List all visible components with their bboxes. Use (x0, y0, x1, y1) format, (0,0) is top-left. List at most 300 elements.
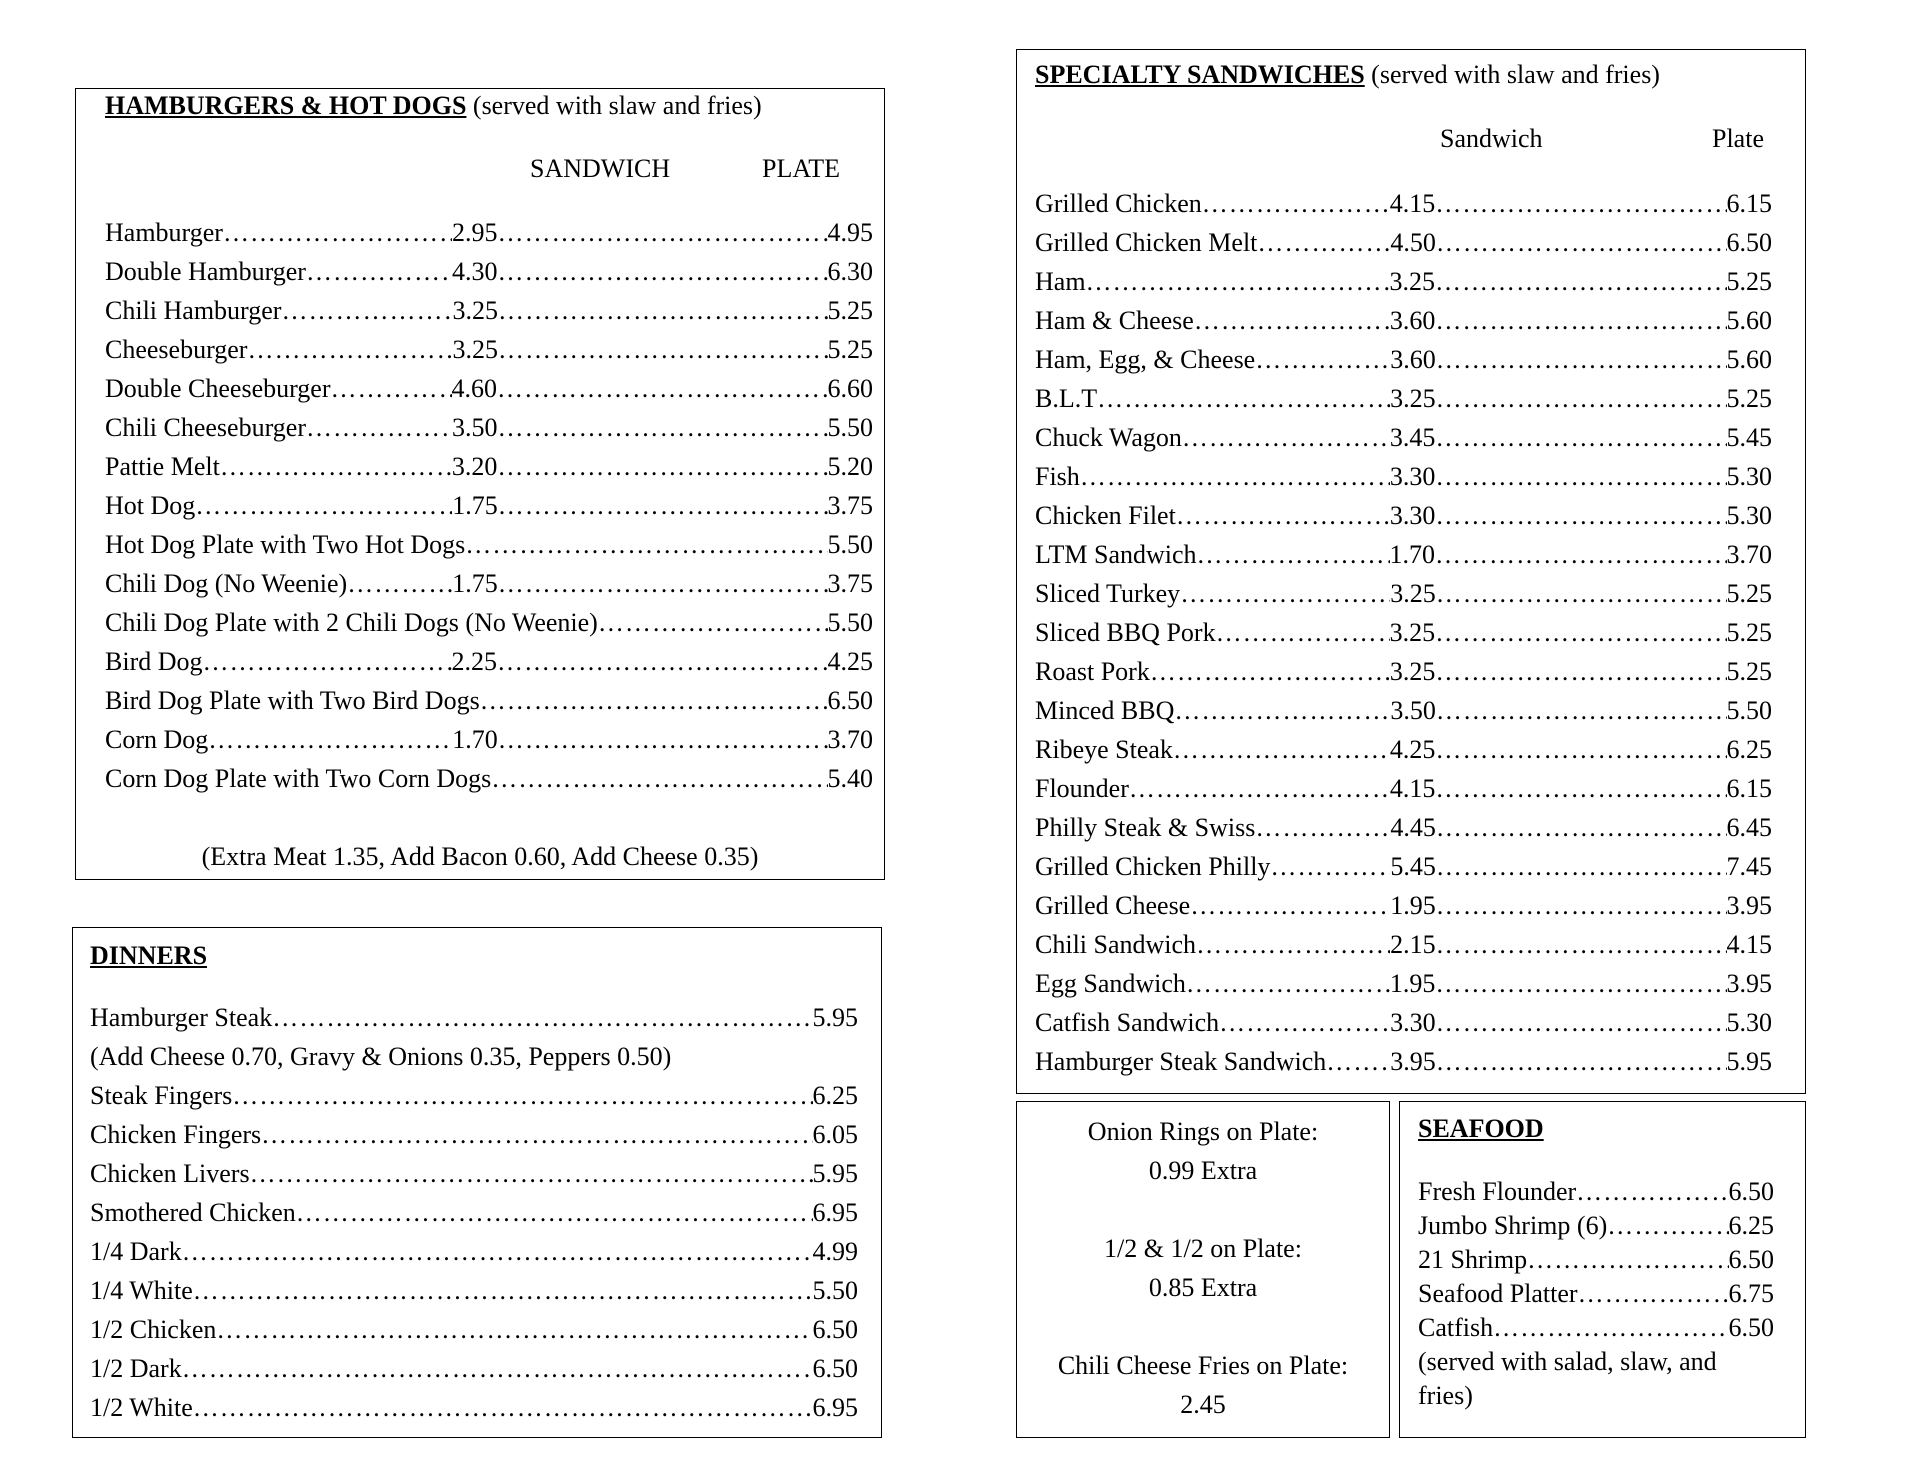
hamburgers-title: HAMBURGERS & HOT DOGS (105, 91, 467, 120)
specialty-item-name: Flounder (1035, 774, 1129, 803)
specialty-item-plate-price: 3.70 (1726, 540, 1772, 569)
specialty-item-name: Chili Sandwich (1035, 930, 1197, 959)
half-half-price: 0.85 Extra (1148, 1273, 1258, 1302)
dinner-item-name: Chicken Fingers (90, 1120, 262, 1149)
dot-leader (497, 252, 827, 291)
hamburger-item-name: Chili Hamburger (105, 296, 282, 325)
dot-leader (1436, 886, 1727, 925)
dot-leader (1493, 1311, 1728, 1345)
dinner-item-price: 6.50 (812, 1354, 858, 1383)
dot-leader (498, 330, 828, 369)
hamburger-item-name: Corn Dog (105, 725, 209, 754)
hamburger-item-row (105, 603, 873, 642)
specialty-item-name: Sliced BBQ Pork (1035, 618, 1216, 647)
hamburger-item-plate-price: 6.30 (827, 257, 873, 286)
hamburger-item-name: Double Cheeseburger (105, 374, 331, 403)
specialty-item-sandwich-price: 4.50 (1390, 228, 1436, 257)
dot-leader (1086, 262, 1390, 301)
hamburger-item-sandwich-price: 3.20 (451, 452, 498, 481)
hamburger-item-sandwich-price: 1.75 (452, 491, 498, 520)
dinner-item-price: 5.50 (812, 1276, 858, 1305)
specialty-item-row (1035, 964, 1772, 1003)
specialty-item-name: Grilled Cheese (1035, 891, 1191, 920)
dot-leader (1436, 1042, 1727, 1081)
dot-leader (1435, 535, 1726, 574)
hamburger-item-name: Cheeseburger (105, 335, 248, 364)
hamburger-item-plate-price: 3.75 (827, 491, 873, 520)
hamburger-item-plate-price: 3.70 (827, 725, 873, 754)
dinners-title: DINNERS (90, 941, 208, 970)
dot-leader (1219, 1003, 1390, 1042)
dot-leader (1435, 652, 1726, 691)
dot-leader (1194, 301, 1390, 340)
specialty-item-name: Ham, Egg, & Cheese (1035, 345, 1256, 374)
specialty-item-sandwich-price: 3.95 (1390, 1047, 1436, 1076)
specialty-item-row (1035, 925, 1772, 964)
hamburger-item-row (105, 291, 873, 330)
dot-leader (480, 681, 828, 720)
specialty-item-name: Fish (1035, 462, 1080, 491)
dot-leader (216, 1310, 812, 1349)
specialty-item-name: Grilled Chicken Melt (1035, 228, 1258, 257)
dinner-item-price: 5.95 (812, 1003, 858, 1032)
dot-leader (598, 603, 828, 642)
hamburger-item-row (105, 408, 873, 447)
seafood-item-price: 6.25 (1728, 1211, 1774, 1240)
hamburger-item-row (105, 720, 873, 759)
dot-leader (1216, 613, 1390, 652)
specialty-item-plate-price: 5.25 (1726, 657, 1772, 686)
specialty-item-plate-price: 3.95 (1726, 891, 1772, 920)
dot-leader (1436, 808, 1727, 847)
dinner-item-name: 1/2 Chicken (90, 1315, 217, 1344)
dinner-item-price: 4.99 (812, 1237, 858, 1266)
dinner-item-row (90, 1154, 858, 1193)
specialty-item-sandwich-price: 3.25 (1389, 267, 1436, 296)
specialty-item-name: Roast Pork (1035, 657, 1150, 686)
specialty-item-row (1035, 886, 1772, 925)
dot-leader (1326, 1042, 1390, 1081)
chili-fries-price: 2.45 (1180, 1390, 1226, 1419)
specialty-item-sandwich-price: 1.95 (1389, 969, 1436, 998)
sides-content (1016, 1112, 1390, 1424)
specialty-item-plate-price: 6.50 (1726, 228, 1772, 257)
dot-leader (182, 1232, 813, 1271)
dot-leader (296, 1193, 813, 1232)
specialty-item-plate-price: 5.60 (1726, 306, 1772, 335)
dot-leader (1197, 535, 1390, 574)
specialty-item-sandwich-price: 4.15 (1389, 189, 1436, 218)
dinner-item-price: 5.95 (812, 1159, 858, 1188)
specialty-item-sandwich-price: 3.45 (1389, 423, 1436, 452)
hamburgers-subtitle: (served with slaw and fries) (472, 91, 762, 120)
specialty-item-name: Grilled Chicken Philly (1035, 852, 1271, 881)
specialty-item-sandwich-price: 4.45 (1390, 813, 1436, 842)
dinner-item-row (90, 1193, 858, 1232)
dot-leader (281, 291, 452, 330)
hamburger-item-row (105, 642, 873, 681)
dinners-item-list (90, 998, 858, 1427)
dot-leader (497, 447, 827, 486)
seafood-title: SEAFOOD (1418, 1114, 1544, 1143)
dinner-item-price: 6.25 (812, 1081, 858, 1110)
dot-leader (1436, 925, 1727, 964)
dinner-item-name: Chicken Livers (90, 1159, 250, 1188)
dot-leader (1435, 262, 1726, 301)
specialty-item-row (1035, 457, 1772, 496)
specialty-item-row (1035, 262, 1772, 301)
dinner-item-row (90, 1349, 858, 1388)
hamburgers-col-plate: PLATE (762, 154, 840, 183)
dot-leader (1196, 925, 1390, 964)
specialty-item-plate-price: 5.45 (1726, 423, 1772, 452)
dot-leader (1255, 340, 1390, 379)
dot-leader (1435, 418, 1726, 457)
specialty-item-name: LTM Sandwich (1035, 540, 1197, 569)
seafood-item-row (1418, 1311, 1774, 1345)
hamburger-item-name: Bird Dog (105, 647, 203, 676)
dot-leader (250, 1154, 813, 1193)
specialty-item-plate-price: 6.15 (1726, 774, 1772, 803)
dinner-item-name: Hamburger Steak (90, 1003, 273, 1032)
hamburger-item-plate-price: 3.75 (827, 569, 873, 598)
hamburger-item-plate-price: 5.50 (827, 413, 873, 442)
hamburger-item-name: Hamburger (105, 218, 223, 247)
specialty-item-row (1035, 223, 1772, 262)
hamburger-item-plate-price: 6.50 (827, 686, 873, 715)
specialty-item-name: Egg Sandwich (1035, 969, 1186, 998)
seafood-item-list (1418, 1175, 1774, 1413)
dinner-item-row (90, 998, 858, 1037)
dot-leader (1173, 730, 1390, 769)
hamburger-item-row (105, 486, 873, 525)
dot-leader (1435, 496, 1726, 535)
seafood-item-price: 6.50 (1728, 1245, 1774, 1274)
hamburger-item-row (105, 213, 873, 252)
specialty-item-row (1035, 808, 1772, 847)
specialty-col-plate: Plate (1712, 124, 1764, 153)
specialty-item-sandwich-price: 3.30 (1389, 501, 1436, 530)
specialty-item-plate-price: 7.45 (1726, 852, 1772, 881)
dinner-item-row (90, 1115, 858, 1154)
dot-leader (497, 369, 827, 408)
specialty-title: SPECIALTY SANDWICHES (1035, 60, 1365, 89)
hamburger-item-name: Pattie Melt (105, 452, 220, 481)
specialty-item-row (1035, 379, 1772, 418)
dot-leader (1097, 379, 1390, 418)
specialty-item-row (1035, 496, 1772, 535)
specialty-item-sandwich-price: 4.25 (1389, 735, 1436, 764)
dot-leader (220, 447, 452, 486)
dot-leader (497, 213, 827, 252)
hamburger-item-sandwich-price: 1.70 (452, 725, 498, 754)
hamburger-item-name: Hot Dog (105, 491, 196, 520)
specialty-item-plate-price: 5.30 (1726, 501, 1772, 530)
dinner-item-row (90, 1271, 858, 1310)
chili-fries-label: Chili Cheese Fries on Plate: (1057, 1351, 1349, 1380)
dot-leader (1578, 1277, 1729, 1311)
specialty-item-sandwich-price: 5.45 (1390, 852, 1436, 881)
specialty-item-sandwich-price: 3.25 (1390, 579, 1436, 608)
specialty-item-row (1035, 418, 1772, 457)
specialty-item-name: Hamburger Steak Sandwich (1035, 1047, 1327, 1076)
hamburgers-heading (105, 90, 762, 122)
dot-leader (1436, 1003, 1727, 1042)
specialty-item-name: Philly Steak & Swiss (1035, 813, 1256, 842)
specialty-item-sandwich-price: 3.50 (1390, 696, 1436, 725)
dot-leader (1270, 847, 1390, 886)
dot-leader (1435, 301, 1726, 340)
dot-leader (498, 486, 828, 525)
seafood-item-price: 6.50 (1728, 1313, 1774, 1342)
hamburger-item-sandwich-price: 2.95 (451, 218, 498, 247)
hamburger-item-sandwich-price: 4.60 (451, 374, 498, 403)
dot-leader (223, 213, 452, 252)
dot-leader (1435, 769, 1726, 808)
hamburger-item-sandwich-price: 3.50 (451, 413, 498, 442)
dot-leader (1435, 613, 1726, 652)
specialty-item-list (1035, 184, 1772, 1081)
dot-leader (195, 486, 452, 525)
hamburger-item-plate-price: 6.60 (827, 374, 873, 403)
hamburger-item-plate-price: 5.50 (827, 608, 873, 637)
dot-leader (182, 1349, 813, 1388)
dot-leader (1435, 184, 1726, 223)
specialty-item-sandwich-price: 3.60 (1390, 345, 1436, 374)
specialty-item-name: Catfish Sandwich (1035, 1008, 1220, 1037)
dot-leader (1190, 886, 1390, 925)
dot-leader (306, 408, 452, 447)
dot-leader (1129, 769, 1390, 808)
hamburger-item-plate-price: 5.50 (827, 530, 873, 559)
dot-leader (1576, 1175, 1728, 1209)
hamburger-item-row (105, 252, 873, 291)
specialty-item-row (1035, 574, 1772, 613)
hamburger-item-name: Chili Dog Plate with 2 Chili Dogs (No Weenie) (105, 608, 598, 637)
dot-leader (247, 330, 452, 369)
specialty-item-sandwich-price: 3.25 (1389, 618, 1436, 647)
seafood-item-name: Fresh Flounder (1418, 1177, 1577, 1206)
specialty-item-plate-price: 5.30 (1726, 1008, 1772, 1037)
specialty-item-row (1035, 769, 1772, 808)
hamburger-item-sandwich-price: 3.25 (452, 296, 498, 325)
hamburgers-extras: (Extra Meat 1.35, Add Bacon 0.60, Add Cheese 0.35) (201, 842, 759, 871)
onion-rings-label: Onion Rings on Plate: (1087, 1117, 1319, 1146)
seafood-item-row (1418, 1209, 1774, 1243)
dot-leader (208, 720, 452, 759)
specialty-item-plate-price: 5.30 (1726, 462, 1772, 491)
dot-leader (1436, 379, 1727, 418)
hamburger-item-name: Bird Dog Plate with Two Bird Dogs (105, 686, 480, 715)
hamburger-item-plate-price: 5.25 (827, 335, 873, 364)
hamburger-item-row (105, 759, 873, 798)
specialty-item-name: Chicken Filet (1035, 501, 1176, 530)
specialty-item-row (1035, 535, 1772, 574)
dinner-item-name: 1/2 Dark (90, 1354, 182, 1383)
hamburger-item-row (105, 369, 873, 408)
dot-leader (306, 252, 452, 291)
dot-leader (1607, 1209, 1728, 1243)
specialty-item-plate-price: 6.15 (1726, 189, 1772, 218)
dot-leader (497, 642, 828, 681)
hamburger-item-plate-price: 4.25 (827, 647, 873, 676)
dot-leader (193, 1271, 813, 1310)
specialty-heading (1035, 59, 1660, 91)
specialty-item-plate-price: 6.45 (1726, 813, 1772, 842)
specialty-item-row (1035, 613, 1772, 652)
specialty-item-name: B.L.T (1035, 384, 1098, 413)
dot-leader (261, 1115, 812, 1154)
specialty-item-row (1035, 730, 1772, 769)
hamburger-item-plate-price: 5.40 (827, 764, 873, 793)
seafood-note: (served with salad, slaw, and fries) (1418, 1347, 1717, 1410)
dot-leader (498, 720, 828, 759)
seafood-item-row (1418, 1175, 1774, 1209)
dinner-item-price: 6.95 (812, 1393, 858, 1422)
specialty-item-name: Sliced Turkey (1035, 579, 1181, 608)
specialty-item-sandwich-price: 3.25 (1390, 384, 1436, 413)
dot-leader (1150, 652, 1390, 691)
hamburger-item-name: Corn Dog Plate with Two Corn Dogs (105, 764, 492, 793)
specialty-item-name: Ham (1035, 267, 1086, 296)
specialty-item-name: Ham & Cheese (1035, 306, 1194, 335)
specialty-item-row (1035, 652, 1772, 691)
dot-leader (497, 408, 827, 447)
dot-leader (232, 1076, 812, 1115)
dot-leader (1176, 496, 1390, 535)
dot-leader (1257, 223, 1390, 262)
dot-leader (1174, 691, 1390, 730)
hamburgers-col-sandwich: SANDWICH (530, 154, 671, 183)
hamburger-item-sandwich-price: 4.30 (451, 257, 498, 286)
dinner-item-name: 1/2 White (90, 1393, 193, 1422)
specialty-item-name: Ribeye Steak (1035, 735, 1173, 764)
dot-leader (1182, 418, 1390, 457)
hamburger-item-row (105, 330, 873, 369)
dot-leader (203, 642, 452, 681)
specialty-item-sandwich-price: 3.60 (1389, 306, 1436, 335)
specialty-item-sandwich-price: 3.30 (1389, 462, 1436, 491)
specialty-item-plate-price: 5.25 (1726, 267, 1772, 296)
specialty-item-row (1035, 847, 1772, 886)
specialty-item-plate-price: 5.95 (1726, 1047, 1772, 1076)
hamburger-item-name: Chili Cheeseburger (105, 413, 306, 442)
dot-leader (1436, 340, 1727, 379)
seafood-item-name: 21 Shrimp (1418, 1245, 1528, 1274)
specialty-item-plate-price: 3.95 (1726, 969, 1772, 998)
specialty-item-plate-price: 5.25 (1726, 579, 1772, 608)
seafood-item-name: Jumbo Shrimp (6) (1418, 1211, 1608, 1240)
hamburger-item-plate-price: 5.25 (827, 296, 873, 325)
specialty-item-plate-price: 5.25 (1726, 618, 1772, 647)
specialty-item-sandwich-price: 2.15 (1390, 930, 1436, 959)
dot-leader (1435, 457, 1726, 496)
specialty-item-row (1035, 340, 1772, 379)
specialty-item-sandwich-price: 1.95 (1390, 891, 1436, 920)
dot-leader (347, 564, 452, 603)
specialty-item-plate-price: 5.25 (1726, 384, 1772, 413)
half-half-label: 1/2 & 1/2 on Plate: (1104, 1234, 1302, 1263)
dinner-item-price: 6.50 (812, 1315, 858, 1344)
dot-leader (1080, 457, 1390, 496)
hamburger-item-row (105, 681, 873, 720)
hamburger-item-name: Hot Dog Plate with Two Hot Dogs (105, 530, 466, 559)
dot-leader (1435, 730, 1726, 769)
hamburger-item-sandwich-price: 1.75 (452, 569, 498, 598)
dot-leader (1436, 691, 1727, 730)
dinner-item-name: Steak Fingers (90, 1081, 233, 1110)
hamburger-item-row (105, 525, 873, 564)
dot-leader (465, 525, 827, 564)
specialty-item-sandwich-price: 1.70 (1389, 540, 1436, 569)
dinner-item-row (90, 1076, 858, 1115)
dot-leader (1180, 574, 1390, 613)
dot-leader (498, 291, 828, 330)
seafood-item-price: 6.75 (1728, 1279, 1774, 1308)
seafood-item-row (1418, 1243, 1774, 1277)
hamburger-item-sandwich-price: 2.25 (451, 647, 497, 676)
dot-leader (1436, 574, 1727, 613)
specialty-item-row (1035, 184, 1772, 223)
seafood-item-row (1418, 1277, 1774, 1311)
onion-rings-price: 0.99 Extra (1148, 1156, 1258, 1185)
seafood-item-name: Seafood Platter (1418, 1279, 1578, 1308)
dinner-item-row (90, 1232, 858, 1271)
dinner-item-price: 6.95 (812, 1198, 858, 1227)
specialty-subtitle: (served with slaw and fries) (1371, 60, 1660, 89)
hamburger-item-row (105, 447, 873, 486)
specialty-item-row (1035, 301, 1772, 340)
specialty-item-plate-price: 6.25 (1726, 735, 1772, 764)
specialty-item-sandwich-price: 3.25 (1389, 657, 1436, 686)
specialty-item-name: Chuck Wagon (1035, 423, 1182, 452)
hamburger-item-name: Chili Dog (No Weenie) (105, 569, 348, 598)
seafood-item-name: Catfish (1418, 1313, 1494, 1342)
dot-leader (1527, 1243, 1728, 1277)
specialty-item-row (1035, 691, 1772, 730)
specialty-item-sandwich-price: 4.15 (1389, 774, 1436, 803)
hamburger-item-plate-price: 5.20 (827, 452, 873, 481)
dot-leader (193, 1388, 813, 1427)
specialty-item-name: Minced BBQ (1035, 696, 1175, 725)
specialty-col-sandwich: Sandwich (1440, 124, 1543, 153)
dot-leader (1186, 964, 1390, 1003)
dinner-item-note: (Add Cheese 0.70, Gravy & Onions 0.35, Peppers 0.50) (90, 1042, 672, 1071)
hamburger-item-row (105, 564, 873, 603)
hamburgers-item-list (105, 213, 873, 798)
dinner-item-name: Smothered Chicken (90, 1198, 296, 1227)
seafood-item-price: 6.50 (1728, 1177, 1774, 1206)
dinner-item-name: 1/4 White (90, 1276, 193, 1305)
dinner-item-row (90, 1310, 858, 1349)
dot-leader (1255, 808, 1390, 847)
dot-leader (272, 998, 812, 1037)
dinner-item-price: 6.05 (812, 1120, 858, 1149)
dot-leader (331, 369, 452, 408)
specialty-item-row (1035, 1003, 1772, 1042)
dinner-item-row (90, 1388, 858, 1427)
dot-leader (491, 759, 827, 798)
specialty-item-name: Grilled Chicken (1035, 189, 1202, 218)
dot-leader (498, 564, 828, 603)
specialty-item-plate-price: 5.50 (1726, 696, 1772, 725)
specialty-item-plate-price: 4.15 (1726, 930, 1772, 959)
dot-leader (1436, 847, 1727, 886)
hamburger-item-plate-price: 4.95 (827, 218, 873, 247)
hamburger-item-sandwich-price: 3.25 (452, 335, 498, 364)
specialty-item-row (1035, 1042, 1772, 1081)
dinner-item-name: 1/4 Dark (90, 1237, 182, 1266)
